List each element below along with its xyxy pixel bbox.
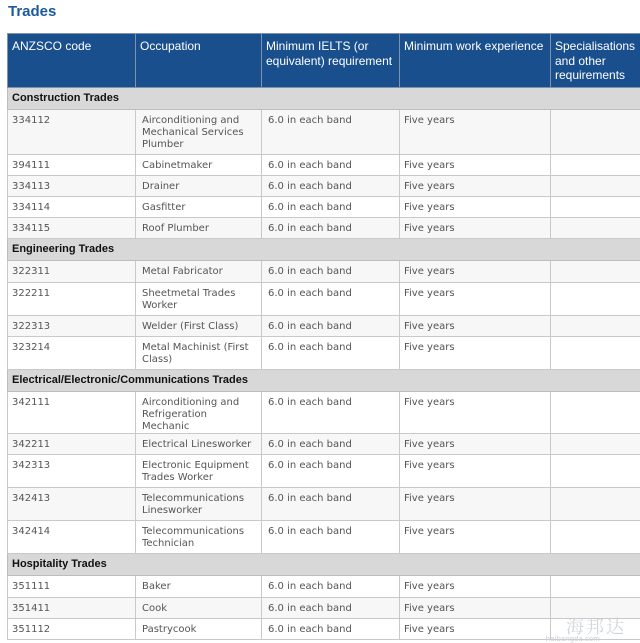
cell-occupation: Electrical Linesworker: [136, 433, 262, 454]
cell-work-experience: Five years: [400, 487, 551, 520]
cell-occupation: Electronic Equipment Trades Worker: [136, 454, 262, 487]
cell-occupation: Welder (First Class): [136, 315, 262, 336]
table-row: [8, 575, 640, 597]
cell-work-experience: Five years: [400, 260, 551, 282]
cell-occupation: Cabinetmaker: [136, 154, 262, 175]
cell-anzsco-code: 351112: [8, 618, 136, 639]
table-row: [8, 282, 640, 315]
cell-anzsco-code: 323214: [8, 336, 136, 369]
cell-specialisations: [551, 391, 640, 433]
section-row: [8, 369, 640, 391]
cell-work-experience: Five years: [400, 109, 551, 154]
cell-occupation: Baker: [136, 575, 262, 597]
section-title: Engineering Trades: [8, 238, 640, 260]
table-row: [8, 154, 640, 175]
cell-specialisations: [551, 154, 640, 175]
cell-occupation: Roof Plumber: [136, 217, 262, 238]
cell-work-experience: Five years: [400, 391, 551, 433]
cell-occupation: Telecommunications Technician: [136, 520, 262, 553]
cell-work-experience: Five years: [400, 336, 551, 369]
section-row: [8, 87, 640, 109]
cell-specialisations: [551, 175, 640, 196]
cell-work-experience: Five years: [400, 282, 551, 315]
cell-ielts: 6.0 in each band: [262, 520, 400, 553]
cell-occupation: Drainer: [136, 175, 262, 196]
cell-ielts: 6.0 in each band: [262, 196, 400, 217]
header-work-experience: Minimum work experience: [400, 34, 551, 88]
cell-specialisations: [551, 433, 640, 454]
cell-ielts: 6.0 in each band: [262, 454, 400, 487]
table-row: [8, 175, 640, 196]
table-row: [8, 520, 640, 553]
cell-anzsco-code: 322211: [8, 282, 136, 315]
cell-occupation: Metal Machinist (First Class): [136, 336, 262, 369]
header-ielts: Minimum IELTS (or equivalent) requirement: [262, 34, 400, 88]
cell-anzsco-code: 342414: [8, 520, 136, 553]
table-body: [8, 87, 640, 639]
occupations-table: [7, 33, 640, 640]
cell-ielts: 6.0 in each band: [262, 282, 400, 315]
cell-ielts: 6.0 in each band: [262, 154, 400, 175]
cell-occupation: Metal Fabricator: [136, 260, 262, 282]
table-row: [8, 454, 640, 487]
cell-anzsco-code: 342413: [8, 487, 136, 520]
cell-ielts: 6.0 in each band: [262, 487, 400, 520]
cell-occupation: Pastrycook: [136, 618, 262, 639]
header-specialisations: Specialisations and other requirements: [551, 34, 640, 88]
table-row: [8, 391, 640, 433]
cell-work-experience: Five years: [400, 154, 551, 175]
watermark-url: haibangda.com: [545, 635, 600, 643]
cell-ielts: 6.0 in each band: [262, 618, 400, 639]
cell-specialisations: [551, 282, 640, 315]
cell-anzsco-code: 342111: [8, 391, 136, 433]
section-row: [8, 238, 640, 260]
cell-ielts: 6.0 in each band: [262, 260, 400, 282]
cell-ielts: 6.0 in each band: [262, 315, 400, 336]
cell-anzsco-code: 334115: [8, 217, 136, 238]
cell-work-experience: Five years: [400, 175, 551, 196]
cell-anzsco-code: 342211: [8, 433, 136, 454]
section-row: [8, 553, 640, 575]
cell-ielts: 6.0 in each band: [262, 597, 400, 618]
cell-work-experience: Five years: [400, 618, 551, 639]
cell-anzsco-code: 351111: [8, 575, 136, 597]
cell-work-experience: Five years: [400, 217, 551, 238]
section-title: Construction Trades: [8, 87, 640, 109]
table-row: [8, 336, 640, 369]
cell-occupation: Gasfitter: [136, 196, 262, 217]
cell-work-experience: Five years: [400, 433, 551, 454]
header-anzsco-code: ANZSCO code: [8, 34, 136, 88]
cell-specialisations: [551, 315, 640, 336]
cell-ielts: 6.0 in each band: [262, 575, 400, 597]
cell-occupation: Airconditioning and Mechanical Services Plumber: [136, 109, 262, 154]
cell-anzsco-code: 334114: [8, 196, 136, 217]
cell-work-experience: Five years: [400, 196, 551, 217]
watermark-logo: 海邦达: [566, 617, 626, 638]
cell-anzsco-code: 334113: [8, 175, 136, 196]
table-row: [8, 196, 640, 217]
table-row: [8, 597, 640, 618]
table-row: [8, 260, 640, 282]
table-row: [8, 315, 640, 336]
cell-work-experience: Five years: [400, 575, 551, 597]
cell-ielts: 6.0 in each band: [262, 109, 400, 154]
cell-specialisations: [551, 260, 640, 282]
cell-anzsco-code: 394111: [8, 154, 136, 175]
cell-specialisations: [551, 196, 640, 217]
cell-work-experience: Five years: [400, 597, 551, 618]
table-row: [8, 433, 640, 454]
cell-ielts: 6.0 in each band: [262, 217, 400, 238]
section-title: Electrical/Electronic/Communications Trades: [8, 369, 640, 391]
cell-specialisations: [551, 217, 640, 238]
page-title: Trades: [8, 3, 57, 20]
table-row: [8, 487, 640, 520]
cell-specialisations: [551, 487, 640, 520]
table-row: [8, 109, 640, 154]
table-header-row: [8, 34, 640, 88]
cell-specialisations: [551, 109, 640, 154]
cell-anzsco-code: 334112: [8, 109, 136, 154]
table-row: [8, 217, 640, 238]
cell-specialisations: [551, 575, 640, 597]
cell-specialisations: [551, 520, 640, 553]
cell-occupation: Cook: [136, 597, 262, 618]
cell-ielts: 6.0 in each band: [262, 175, 400, 196]
cell-anzsco-code: 351411: [8, 597, 136, 618]
cell-work-experience: Five years: [400, 520, 551, 553]
header-occupation: Occupation: [136, 34, 262, 88]
cell-work-experience: Five years: [400, 454, 551, 487]
cell-anzsco-code: 322313: [8, 315, 136, 336]
cell-occupation: Airconditioning and Refrigeration Mechanic: [136, 391, 262, 433]
cell-specialisations: [551, 454, 640, 487]
cell-occupation: Sheetmetal Trades Worker: [136, 282, 262, 315]
cell-ielts: 6.0 in each band: [262, 336, 400, 369]
cell-work-experience: Five years: [400, 315, 551, 336]
cell-anzsco-code: 322311: [8, 260, 136, 282]
cell-occupation: Telecommunications Linesworker: [136, 487, 262, 520]
cell-ielts: 6.0 in each band: [262, 433, 400, 454]
cell-ielts: 6.0 in each band: [262, 391, 400, 433]
cell-anzsco-code: 342313: [8, 454, 136, 487]
cell-specialisations: [551, 336, 640, 369]
section-title: Hospitality Trades: [8, 553, 640, 575]
